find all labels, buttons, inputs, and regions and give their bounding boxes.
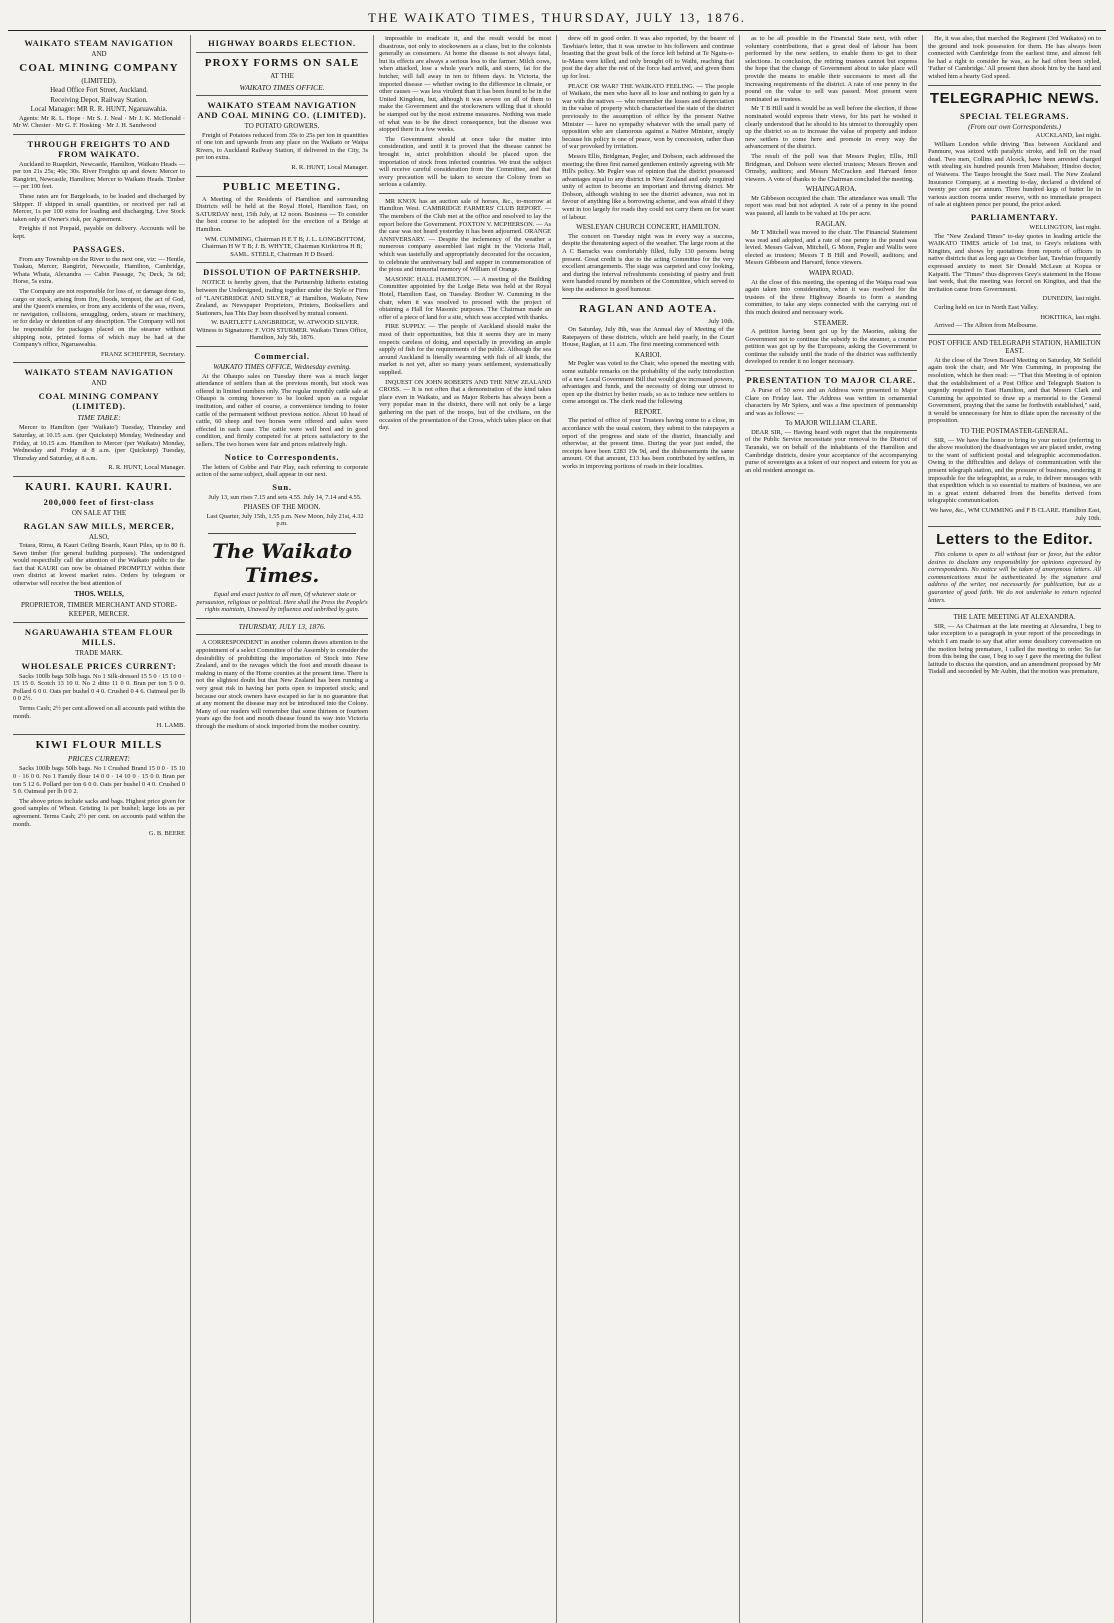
kauri-sig-role: PROPRIETOR, TIMBER MERCHANT AND STORE-KEEPER, MERCER. (20, 601, 178, 618)
letters-note: This column is open to all without fear or favor, but the editor desires to disclaim any responsibility for opinions expressed by correspondents. No notice will be taken of anonymous letters. All communications must be authenticated by the signature and address of the writer, not necessarily for publication, but as a guarantee of good faith. We do not undertake to return rejected letters. (928, 551, 1101, 604)
dissolution-title: DISSOLUTION OF PARTNERSHIP. (203, 267, 361, 278)
clare-title: PRESENTATION TO MAJOR CLARE. (746, 374, 916, 385)
letter-heading: TO THE POSTMASTER-GENERAL. (960, 427, 1069, 436)
divider (928, 608, 1101, 609)
column-6 (923, 35, 1106, 1623)
divider (13, 734, 185, 735)
divider (928, 526, 1101, 527)
divider (562, 298, 734, 299)
post-office-body: At the close of the Town Board Meeting on Saturday, Mr Seifeld again took the chair, and Mr Wm Cumming, in proposing the resolution, which he then read: — "That this Meeting is of opinion that the establishment of a Post Office and Telegraph Station is urgently required in East Hamilton, and that Messrs Clark and Cumming be appointed to draw up a memorial to the General Government, praying that the same be forthwith established," said, it would be unnecessary for him to dilate upon the necessity of the proposition. (928, 356, 1101, 425)
dunedin-dateline: DUNEDIN, last night. (1042, 295, 1101, 303)
meeting-speeches: Messrs Ellis, Bridgman, Pegler, and Dobson, each addressed the meeting; the three first named gentlemen entirely agreeing with Mr Hill's policy. Mr Pegler was of opinion that the district possessed advantages equal to any district in New Zealand and only required unity of action to become an important and thriving district. Mr Dobson, although wishing to see the district advance, was not in favour of anything like a borrowing scheme, and was afraid if they went in too largely for roads they could not carry them on for want of labour. (562, 152, 735, 221)
column-3 (374, 35, 557, 1623)
ad2-and: AND (91, 379, 107, 388)
flour-trade-mark: TRADE MARK. (75, 649, 123, 658)
kiwi-note: The above prices include sacks and bags. Highest price given for good samples of Wheat. Gristing 1s per bushel; large lots as per agreement. Terms Cash; 2½ per cent. on accounts paid within the month. (13, 797, 186, 828)
column-5 (740, 35, 923, 1623)
whaingaroa-title: WHAINGAROA. (805, 185, 857, 194)
moon-body: Last Quarter, July 15th, 1.55 p.m. New Moon, July 21st, 4.32 p.m. (206, 512, 364, 528)
sun-title: Sun. (272, 481, 292, 492)
steamer-body: A petition having been got up by the Maories, asking the Government not to continue the subsidy to the steamer, a counter petition was got up by the Europeans, asking the Government to continue the subsidy until the trade of the district was sufficiently developed to render it no longer necessary. (745, 328, 918, 366)
raglan-title: RAGLAN AND AOTEA. (579, 302, 718, 315)
kiwi-title: KIWI FLOUR MILLS (35, 738, 163, 751)
ad-coal-title: COAL MINING COMPANY (19, 61, 179, 74)
peace-or-war: PEACE OR WAR? THE WAIKATO FEELING. — The people of Waikato, the men who have all to lose and nothing to gain by a war with the natives — who remember the losses and depreciation in the value of property which characterised the state of the district previously to the assumption of office by the present Native Minister — have no sympathy whatever with the small party of opposition who are clamorous against a Native Minister, simply because his policy is one of peace, won by concession, rather than of war provoked by irritation. (562, 82, 735, 151)
dateline: THURSDAY, JULY 13, 1876. (238, 621, 326, 631)
prepaid-note: Freights if not Prepaid, payable on delivery. Accounts will be kept. (13, 225, 186, 241)
secretary-signature: FRANZ SCHEFFER, Secretary. (100, 350, 186, 358)
alexandra-body: SIR, — As Chairman at the late meeting at Alexandra, I beg to take exception to a paragraph in your report of the proceedings in which I am made to say that after some desultory conversation on the motion being premature, I called the meeting to order. So far from this being the case, I beg to say I gave the meeting the fullest latitude to discuss the question, and an amendment proposed by Mr Tisdall and seconded by Mr Aubin, that the motion was premature, (928, 622, 1101, 676)
kauri-body: Totara, Rimu, & Kauri Ceiling Boards, Kauri Piles, up to 80 ft. Sawn timber (for general building purposes). The undersigned would respectfully call the attention of the Waikato public to the fact that KAURI can now be obtained PROMPTLY within their own district at lowest market rates. Orders by telegram or otherwise will receive the best attention of (13, 542, 186, 587)
steamer-title: STEAMER. (813, 318, 849, 327)
karioi-title: KARIOI. (634, 350, 662, 359)
poll-result: The result of the poll was that Messrs Pegler, Ellis, Hill Bridgman, and Dobson were elected trustees; Messrs Brown and Ormsby, auditors; and Messrs McCracken and Harvard fence viewers. A vote of thanks to the Chairman concluded the meeting. (745, 152, 918, 183)
timetable-title: TIME TABLE: (77, 412, 121, 422)
post-office-title: POST OFFICE AND TELEGRAPH STATION, HAMILTON EAST. (928, 338, 1101, 356)
letters-title: Letters to the Editor. (936, 531, 1093, 549)
divider (13, 476, 185, 477)
proxy-at: AT THE (270, 72, 294, 80)
kauri-sale: ON SALE AT THE (71, 509, 127, 517)
divider (13, 362, 185, 363)
potato-signature: R. R. HUNT, Local Manager. (291, 163, 369, 171)
kauri-sig-name: THOS. WELLS, (74, 589, 124, 598)
kiwi-prices-title: PRICES CURRENT: (67, 753, 131, 763)
flour-title: NGARUAWAHIA STEAM FLOUR MILLS. (24, 627, 174, 648)
divider (745, 370, 917, 371)
hokitika-body: Arrived — The Albion from Melbourne. (934, 322, 1038, 330)
editorial-continued-2: The Government should at once take the matter into consideration, and until it is proved that the disease cannot be brought in, strict prohibition should be placed upon the importation of stock from infected countries. We trust the subject will receive careful consideration from the Committee, and that every precaution will be taken to secure the Colony from so serious a calamity. (379, 135, 552, 189)
company-note: The Company are not responsible for loss of, or damage done to, cargo or stock, arising from fire, floods, tempest, the act of God, and the Queen's enemies, or from any accidents of the seas, rivers, or navigation, collisions, smuggling, orders, steam or machinery, or for delay or detention of any description. The Company will not be responsible for packages placed on the steamer without shipping note, printed forms of which may be had at the Company's office, Ngaruawahia. (13, 288, 186, 349)
wellington-body: The "New Zealand Times" to-day quotes in leading article the WAIKATO TIMES article of 1st inst, to Grey's relations with Kingites, and shows by quotations from reports of officers in native districts that as long ago as October last, Tawhiao frequently expressed anxiety to meet Sir Donald McLean at Kopua or Kaipaiti. The "Times" thus disproves Grey's statement in the House last week, that the meeting was forced on Kingites, and that the invitation came from Government. (928, 232, 1101, 293)
flour-prices-title: WHOLESALE PRICES CURRENT: (21, 660, 177, 671)
page-header: THE WAIKATO TIMES, THURSDAY, JULY 13, 1876. (8, 6, 1106, 31)
telegrams-source: (From our own Correspondents.) (968, 122, 1061, 131)
flour-terms: Terms Cash; 2½ per cent allowed on all accounts paid within the month. (13, 705, 186, 720)
divider (13, 134, 185, 135)
ad-limited: (LIMITED). (81, 76, 117, 85)
ad2-coal-title: COAL MINING COMPANY (LIMITED). (38, 390, 160, 411)
ad2-title: WAIKATO STEAM NAVIGATION (24, 367, 174, 378)
proxy-office: WAIKATO TIMES OFFICE. (239, 82, 325, 92)
divider (196, 346, 368, 347)
sun-body: July 13, sun rises 7.15 and sets 4.55. July 14, 7.14 and 4.55. (208, 493, 362, 501)
letter-body: SIR, — We have the honor to bring to your notice (referring to the above resolution) the disadvantages we are placed under, owing to the want of sufficient postal and telegraphic accommodation. Owing to the difficulties and delays of communication with the present telegraph station, and the pressure of business, rendering it impossible for the telegraphist, as a rule, to deliver messages with that expedition which is so essential to matters of business, we are in a great extent debarred from the benefits derived from telegraphic communication. (928, 436, 1101, 505)
column-2 (191, 35, 374, 1623)
proxy-title: PROXY FORMS ON SALE (204, 57, 360, 69)
divider (196, 176, 368, 177)
nz-cross-news: INQUEST ON JOHN ROBERTS AND THE NEW ZEALAND CROSS. — It is not often that a demonstration of the kind takes place even in Waikato, and as Major Roberts has always been a very popular man in the district, there will not only be a large gathering on the part of the troops, but of the civilians, on the occasion of the presentation of the Cross, which takes place on that day. (379, 378, 552, 432)
parliamentary-title: PARLIAMENTARY. (970, 212, 1059, 222)
passages-body: From any Township on the River to the next one, viz: — Hentle, Tuakau, Mercer, Rangiriri, Newcastle, Hamilton, Cambridge, Whata Whata, Alexandra — Cabin Passage, 7s; Deck, 3s 6d; Horse, 5s extra. (13, 255, 186, 286)
divider (208, 533, 356, 534)
raglan-body: On Saturday, July 8th, was the Annual day of Meeting of the Ratepayers of these districts, which are held yearly, in the Court House, Raglan, at 11 a.m. The first meeting commenced with (562, 326, 735, 349)
waipa-body: At the close of this meeting, the opening of the Waipa road was again taken into consideration, when it was resolved for the trustees of the three Highway Boards to form a standing committee, to take any steps connected with the carrying out of this much desired and necessary work. (745, 278, 918, 316)
freights-title: THROUGH FREIGHTS TO AND FROM WAIKATO. (27, 138, 171, 159)
ad-manager: Local Manager: MR R. R. HUNT, Ngaruawahia. (30, 105, 168, 113)
highway-election-title: HIGHWAY BOARDS ELECTION. (208, 38, 356, 48)
waipa-title: WAIPA ROAD. (808, 269, 854, 278)
divider (196, 95, 368, 96)
local-news: MR KNOX has an auction sale of horses, &c., to-morrow at Hamilton West. CAMBRIDGE FARMERS' CLUB REPORT. — The members of the Club met at the office and resolved to lay the report before the Government. FOXTON V. MCPHERSON. — As the case was not heard yesterday it has been adjourned. ORANGE ANNIVERSARY. — Despite the inclemency of the weather a numerous company assembled last night in the Victoria Hall, which was tastefully and appropriately decorated for the occasion, to celebrate the anniversary ball and supper in commemoration of the pious and immortal memory of William of Orange. (379, 197, 552, 274)
alexandra-title: THE LATE MEETING AT ALEXANDRA. (953, 613, 1076, 622)
editorial-body: A CORRESPONDENT in another column draws attention to the appointment of a select Committee of the Assembly to consider the desirability of prohibiting the importation of Stock into New Zealand, and to the ravages which the foot and mouth disease is making in many of the Home counties at the present time. There is not the slightest doubt but that New Zealand has been running a very great risk in having her ports open to imported stock; and because our stock owners have escaped so far is no guarantee that at any moment the disease may not be introduced into the Colony. Many of our readers will remember that some thirteen or fourteen years ago the foot and mouth disease found its way into Victoria through the medium of stock imported from the mother country. (196, 639, 369, 730)
dunedin-body: Curling held on ice in North East Valley. (934, 303, 1038, 311)
fish-supply-news: FIRE SUPPLY. — The people of Auckland should make the most of their opportunities, but this it seems they are in many respects careless of doing, and especially in providing an ample supply of fish for the requirements of the public. Although the sea around Auckland is literally swarming with fish of all kinds, the market is not yet, after so many years settlement, systematically supplied. (379, 323, 552, 376)
notice-correspondents-title: Notice to Correspondents. (224, 451, 340, 462)
auckland-dateline: AUCKLAND, last night. (1035, 132, 1101, 140)
kauri-mill: RAGLAN SAW MILLS, MERCER, (23, 520, 175, 531)
ad-depot: Receiving Depot, Railway Station. (50, 95, 148, 104)
clare-address-to: To MAJOR WILLIAM CLARE. (785, 419, 878, 428)
special-telegrams-title: SPECIAL TELEGRAMS. (959, 110, 1070, 121)
divider (196, 52, 368, 53)
raglan-date: July 10th. (708, 317, 735, 325)
dissolution-signatures: W. BARTLETT LANGBRIDGE, W. ATWOOD SILVER. Witness to Signatures: F. VON STURMER. Waikato Times Office, Hamilton, July 5th, 1876. (196, 319, 368, 342)
divider (196, 262, 368, 263)
rates-note: These rates are for Bargeloads, to be loaded and discharged by Shipper. If shipped in small quantities, or received per rail at Mercer, 1s per 100 extra for loading and discharging. Live Stock taken only at Owner's risk, per Agreement. (13, 193, 186, 223)
telegraphic-news-title: TELEGRAPHIC NEWS. (929, 89, 1100, 107)
manager-signature: R. R. HUNT, Local Manager. (108, 464, 186, 472)
nameplate: The Waikato Times. (212, 538, 352, 587)
editorial-continued: impossible to eradicate it, and the result would be most disastrous, not only to stockowners as a class, but to the colonists generally as consumers. At home the disease is not always fatal, but its effects are always a serious loss to the farmer. Milch cows, when attacked, lose a whole year's milk, and steers, fat for the butcher, will fall away in ten to fifteen days. In Victoria, the imported disease — whether owing to the difference in climate, or other causes — was less virulent than it has been found to be in the United Kingdom, but, although it was severe on all of them to make the Government and the stockowners willing that it should be stamped out by the most extreme measures. Nothing was made of what was to be the direct consequence, but the disease was stopped there in a few weeks. (379, 35, 552, 134)
divider (13, 622, 185, 623)
flour-prices: Sacks 100lb bags 50lb bags. No 1 Silk-dressed 15 5 0 · 15 10 0 · 15 15 0. Scotch 13 10 0. No 2 ditto 11 0 0. Bran per ton 5 0 0. Pollard 6 0 0. Oats per bushel 0 4 0. Crushed 0 4 6. Oatmeal per lb 0 0 2½. (13, 672, 186, 703)
report-title: REPORT. (634, 407, 662, 416)
hokitika-dateline: HOKITIKA, last night. (1040, 313, 1101, 321)
karioi-body: Mr Pegler was voted to the Chair, who opened the meeting with some suitable remarks on the probability of the early introduction of a new Local Government Bill that would give increased powers, advantages and funds, and the necessity of doing our utmost to open up the district by better roads, so as to induce new settlers to come amongst us. The clerk read the following (562, 360, 735, 406)
flour-signature: H. LAMB. (156, 722, 186, 730)
commercial-title: Commercial. (254, 351, 310, 362)
divider (928, 85, 1101, 86)
letter-signature: We have, &c., WM CUMMING and F B CLARE. Hamilton East, July 10th. (929, 506, 1101, 522)
notice-correspondents-body: The letters of Cobbe and Fair Play, each referring to corporate action of the same subject, shall appear in our next. (196, 463, 369, 479)
kiwi-prices: Sacks 100lb bags 50lb bags. No 1 Crushed Brand 15 0 0 · 15 10 0 · 16 0 0. No 1 Family flour 14 0 0 · 14 10 0 · 15 0 0. Bran per ton 5 12 6. Pollard per ton 6 0 0. Oats per bushel 0 4 0. Crushed 0 5 0. Oatmeal per lb 0 0 2. (13, 765, 186, 796)
divider (928, 334, 1101, 335)
commercial-body: At the Ohaupo sales on Tuesday there was a much larger attendance of settlers than at the previous month, but stock was offered in limited numbers only. The regular monthly cattle sale at Ohaupo is coming however to be looked upon as a regular institution, and rather of course, a convenience tending to foster cattle of the permanent without previous notice. About 10 head of cattle, 60 sheep and two horses were offered and sales were effected in each case. The cattle were well bred and in good condition, and firmly competed for at prices satisfactory to the sellers. The two horses were fair and prices relatively high. (196, 372, 369, 448)
native-news-continued: drew off in good order. It was also reported, by the bearer of Tawhiao's letter, that it was unwise to his followers and continue boasting that the great bulk of the force left behind at Te Ngutu-o-te-Manu were killed, and only brought off to Waihi, reaching that post the day after the rest of the force had arrived, and given them up for lost. (562, 35, 735, 80)
kauri-title: KAURI. KAURI. KAURI. (25, 481, 173, 493)
commercial-office: WAIKATO TIMES OFFICE, Wednesday evening. (213, 363, 351, 372)
clare-body: A Purse of 50 sovs and an Address were presented to Major Clare on Friday last. The Address was written in ornamental characters by Mr Spiers, and was a fine specimen of penmanship and was as follows: — (745, 386, 918, 417)
clare-address: DEAR SIR, — Having heard with regret that the requirements of the Public Service necessitate your removal to the District of Taranaki, we on behalf of the inhabitants of the Hamilton and Cambridge districts, desire your acceptance of the accompanying purse of sovereigns as a token of our respect and esteem for you as an old resident amongst us. (745, 428, 918, 474)
ad-office: Head Office Fort Street, Auckland. (50, 86, 148, 94)
potato-title: WAIKATO STEAM NAVIGATION AND COAL MINING CO. (LIMITED). (197, 100, 367, 121)
moon-title: PHASES OF THE MOON. (243, 503, 321, 512)
freights-table: Auckland to Ruapikiri, Newcastle, Hamilton, Waikato Heads — per ton 21s 25s; 40s; 30s. River Freights up and down: Mercer to Rangiriri, Newcastle, Hamilton; Mercer to Waikato Heads. Timber — per 100 feet. (13, 160, 186, 191)
ad-steam-nav-and: AND (91, 50, 107, 58)
raglan-section-title: RAGLAN. (815, 219, 847, 228)
column-4 (557, 35, 740, 1623)
public-meeting-signatures: WM. CUMMING, Chairman H E T B; J. L. LONGBOTTOM, Chairman H W T B; J. B. WHYTE, Chairman Kirikiriroa H B; SAML. STEELE, Chairman H D Board. (201, 235, 366, 258)
wesleyan-body: The concert on Tuesday night was in every way a success, despite the threatening aspect of the weather. The large room at the A C Barracks was comfortably filled, fully 130 persons being present. Great credit is due to the acting Committee for the very excellent arrangements. The stage was carpeted and cosy looking, and during the interval refreshments consisting of pastry and fruit were handed round by members of the Committee, which served to keep the audience in good humour. (562, 232, 735, 293)
kauri-also: ALSO, (89, 532, 110, 541)
hill-speech: Mr T B Hill said it would be as well before the election, if those nominated would express their views, for his part he wished it clearly understood that he should to his utmost to thoroughly open up the district so as to increase the value of property and induce new settlers to come here and promote in every way the advancement of the district. (745, 105, 918, 151)
timetable-body: Mercer to Hamilton (per 'Waikato') Tuesday, Thursday and Saturday, at 10.15 a.m. (per Quickstep) Monday, Wednesday and Friday, at 10.15 a.m. Hamilton to Mercer (per Waikato) Monday, Wednesday and Friday at 8 a.m. (per Quickstep) Tuesday, Thursday and Saturday, at 8 a.m. (13, 424, 186, 462)
passages-title: PASSAGES. (72, 243, 126, 254)
divider (379, 193, 551, 194)
kauri-amount: 200,000 feet of first-class (43, 497, 155, 507)
ad-steam-nav-title: WAIKATO STEAM NAVIGATION (24, 38, 174, 48)
column-1 (8, 35, 191, 1623)
report-continued: as to be all possible in the Financial State next, with other voluntary contributions, that a great deal of labour has been performed by the new settlers, to enable them to get to their selections. In conclusion, the retiring trustees cannot but express the hope that the change of Government about to take place will provide the means to enable their successors to meet all the increasing requirements of the district. A rate of one penny in the pound on the value to sell was passed. Most present were nominated as trustees. (745, 35, 918, 103)
public-meeting-title: PUBLIC MEETING. (222, 180, 342, 193)
masonic-hall-news: MASONIC HALL HAMILTON. — A meeting of the Building Committee appointed by the Lodge Beta was held at the Royal Hotel, Hamilton East, on Tuesday. Brother W. Cumming in the chair, when it was resolved to proceed with the project of obtaining a Hall for Masonic purposes. The Chairman made an offer of a piece of land for a site, which was accepted with thanks. (379, 275, 552, 321)
potato-to: TO POTATO GROWERS. (244, 122, 320, 131)
columns (8, 35, 1106, 1623)
auckland-body: William London while driving 'Bus between Auckland and Panmure, was seized with paralytic stroke, and fell on the road dead. Two men, Collins and Alcock, have been arrested charged with stealing six hundred pounds from Mahaboer, Hindoo doctor, of Waiwera. The Taupo brought the Suez mail. The New Zealand Insurance Company, at a meeting to-day, declared a dividend of twenty per cent per annum. Three hundred kegs of butter lie in various auction rooms under reserve, with no immediate prospect of sale at eighteen pence per pound, the price asked. (928, 140, 1101, 209)
ad-agents: Agents: Mr R. L. Hope · Mr S. J. Neal · Mr J. K. McDonald · Mr W. Chester · Mr G. F. Hosking · Mr J. H. Sandwood (13, 114, 186, 130)
wellington-dateline: WELLINGTON, last night. (1029, 224, 1101, 231)
dissolution-body: NOTICE is hereby given, that the Partnership hitherto existing between the Undersigned, trading together under the Style or Firm of "LANGBRIDGE AND SILVER," at Hamilton, Waikato, New Zealand, as Newspaper Proprietors, Printers, Booksellers and Stationers, has This Day been dissolved by mutual consent. (196, 279, 369, 317)
potato-body: Freight of Potatoes reduced from 35s to 25s per ton in quantities of one ton and upwards from any place on the Waikato or Waipa Rivers, to Auckland Railway Station, if delivered in the City, 3s per ton extra. (196, 131, 369, 162)
raglan-section-body: Mr T Mitchell was moved to the chair. The Financial Statement was read and adopted, and a rate of one penny in the pound was levied. Messrs Galvan, Mitchell, G Moon, Pegler and Wallis were elected as trustees; Messrs T B Hill and Powell, auditors; and Messrs Gibbeson and Harvard, fence viewers. (745, 229, 918, 267)
public-meeting-body: A Meeting of the Residents of Hamilton and surrounding Districts will be held at the Royal Hotel, Hamilton East, on SATURDAY next, 15th July, at 12 noon. Business — To consider the best course to be adopted for the erection of a Bridge at Hamilton. (196, 195, 369, 233)
motto: Equal and exact justice to all men, Of whatever state or persuasion, religious or political. Here shall the Press the People's rights maintain, Unawed by influence and unbribed by gain. (196, 590, 368, 614)
kiwi-signature: G. B. BEERE (148, 830, 186, 838)
divider (196, 618, 368, 619)
whaingaroa-body: Mr Gibbeson occupied the chair. The attendance was small. The report was read but not adopted. A rate of a penny in the pound was passed, all lands to be valued at 10s per acre. (745, 194, 918, 217)
report-body: The period of office of your Trustees having come to a close, in accordance with the usual custom, they submit to the ratepayers a report of the progress and state of the district, financially and otherwise, at the present time. During the year just ended, the receipts have been £283 19s 9d, and the disbursements the same amount. Of that amount, £13 has been contributed by settlers, in works in improving portions of roads in their localities. (562, 417, 735, 470)
divider (196, 634, 368, 635)
wesleyan-title: WESLEYAN CHURCH CONCERT, HAMILTON. (576, 223, 721, 232)
clare-continued: He, it was also, that marched the Regiment (3rd Waikatos) on to the ground and took possession for them. He has always been connected with Cambridge from the earliest time, and almost felt he had a right to consider he was, as he had often been styled, 'Father of Cambridge.' All present then shook him by the hand and wished him a hearty God speed. (928, 35, 1101, 80)
